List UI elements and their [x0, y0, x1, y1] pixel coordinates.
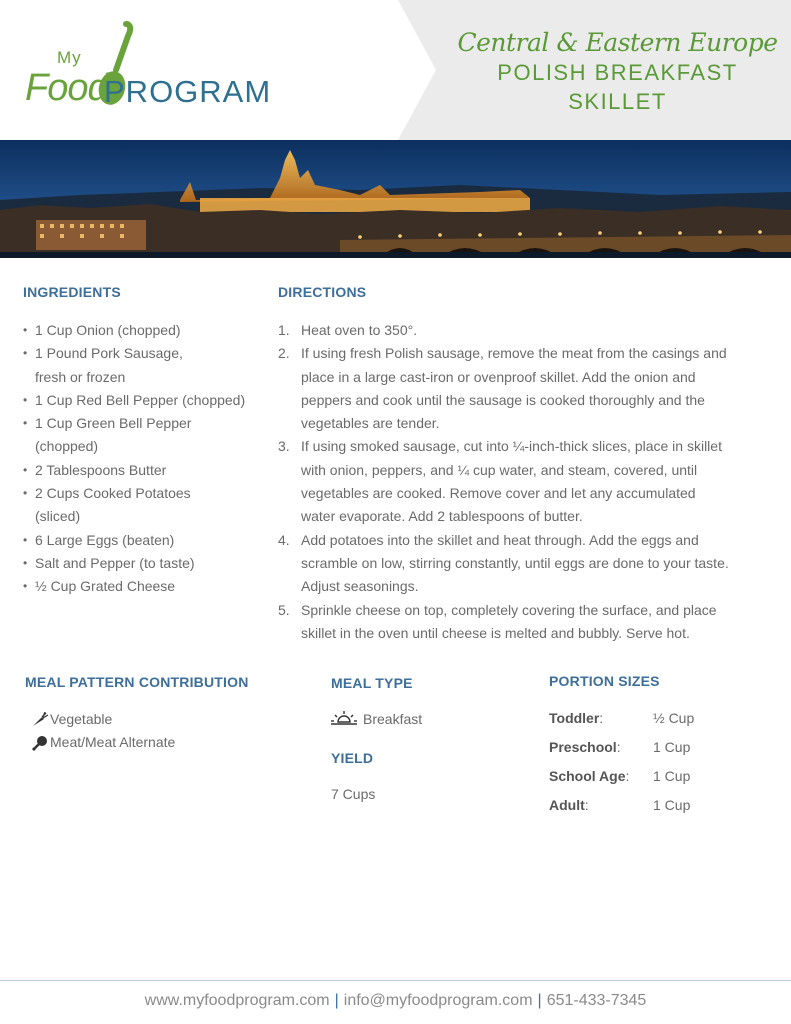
direction-step-continued — [278, 552, 768, 575]
portion-value: 1 Cup — [653, 738, 691, 755]
footer-separator: | — [537, 992, 542, 1009]
footer-divider — [0, 980, 791, 981]
portion-label: School Age — [549, 767, 626, 784]
ingredient-item: • 6 Large Eggs (beaten) — [23, 529, 263, 552]
carrot-icon — [31, 712, 50, 728]
yield-value: 7 Cups — [331, 786, 376, 802]
direction-step-text: place in a large cast-iron or ovenproof skillet. Add the onion and — [301, 368, 696, 385]
portion-label: Adult — [549, 796, 585, 813]
ingredients-list — [23, 319, 263, 599]
direction-step-text: scramble on low, stirring constantly, until eggs are done to your taste. — [301, 554, 729, 571]
recipe-title-line1: POLISH BREAKFAST — [497, 60, 738, 85]
ingredient-item: • 1 Cup Green Bell Pepper — [23, 412, 263, 435]
ingredients-section — [23, 284, 263, 599]
region-title: Central & Eastern Europe — [457, 28, 778, 57]
direction-step-continued — [278, 482, 768, 505]
recipe-title-block — [440, 28, 791, 115]
portion-sizes-heading: PORTION SIZES — [549, 673, 660, 689]
direction-step-continued — [278, 389, 768, 412]
direction-step-text: skillet in the oven until cheese is melted and bubbly. Serve hot. — [301, 624, 690, 641]
direction-step-continued — [278, 412, 768, 435]
logo-program: PROGRAM — [104, 74, 272, 109]
direction-step — [278, 529, 768, 552]
direction-step-text: Adjust seasonings. — [301, 578, 419, 595]
meal-type-heading: MEAL TYPE — [331, 675, 413, 691]
direction-step-text: vegetables are cooked. Remove cover and let any accumulated — [301, 485, 696, 502]
footer-separator: | — [334, 992, 339, 1009]
direction-step-number: 5. — [278, 601, 290, 618]
direction-step-text: peppers and cook until the sausage is cooked thoroughly and the — [301, 391, 705, 408]
logo-food: Food — [25, 67, 108, 109]
direction-step-text: Sprinkle cheese on top, completely covering the surface, and place — [301, 601, 717, 618]
direction-step-text: with onion, peppers, and ¼ cup water, and steam, covered, until — [301, 461, 698, 478]
direction-step-number: 2. — [278, 345, 290, 362]
ingredient-item-continued: (sliced) — [35, 508, 81, 525]
footer — [0, 992, 791, 1010]
meal-pattern-item-meat — [31, 731, 295, 754]
direction-step-continued — [278, 575, 768, 598]
drumstick-icon — [31, 735, 50, 751]
direction-step-continued — [278, 366, 768, 389]
meal-type-value-row — [331, 711, 511, 727]
portion-row-school-age: School Age: 1 Cup — [549, 767, 691, 784]
direction-step-continued — [278, 459, 768, 482]
footer-email-link[interactable]: info@myfoodprogram.com — [343, 992, 533, 1009]
meal-type-section — [331, 675, 511, 727]
meal-type-value: Breakfast — [363, 711, 423, 727]
ingredient-item: • 1 Cup Red Bell Pepper (chopped) — [23, 389, 263, 412]
directions-heading: DIRECTIONS — [278, 284, 367, 300]
portion-label: Preschool — [549, 738, 617, 755]
ingredient-item: • ½ Cup Grated Cheese — [23, 575, 263, 598]
recipe-title-line2: SKILLET — [568, 89, 667, 114]
direction-step — [278, 435, 768, 458]
meal-pattern-heading: MEAL PATTERN CONTRIBUTION — [25, 674, 249, 690]
portion-row-preschool: Preschool: 1 Cup — [549, 738, 691, 755]
direction-step-text: If using fresh Polish sausage, remove the meat from the casings and — [301, 345, 727, 362]
ingredient-item: • Salt and Pepper (to taste) — [23, 552, 263, 575]
direction-step-number: 1. — [278, 322, 290, 338]
direction-step — [278, 319, 768, 342]
directions-section — [278, 284, 768, 645]
directions-list — [278, 319, 768, 645]
meal-pattern-item-vegetable — [31, 708, 295, 731]
footer-phone: 651-433-7345 — [546, 992, 647, 1009]
ingredient-item: • 1 Pound Pork Sausage, — [23, 342, 263, 365]
portion-value: ½ Cup — [653, 709, 695, 726]
ingredient-item-continued: (chopped) — [35, 438, 99, 455]
footer-website-link[interactable]: www.myfoodprogram.com — [144, 992, 330, 1009]
ingredient-item-continued: fresh or frozen — [35, 368, 126, 385]
portion-label: Toddler — [549, 709, 600, 726]
portion-value: 1 Cup — [653, 767, 691, 784]
portion-value: 1 Cup — [653, 796, 691, 813]
yield-section — [331, 750, 511, 802]
direction-step-continued — [278, 622, 768, 645]
portion-row-adult: Adult: 1 Cup — [549, 796, 691, 813]
direction-step — [278, 599, 768, 622]
direction-step-number: 3. — [278, 438, 290, 455]
ingredient-item: • 2 Tablespoons Butter — [23, 459, 263, 482]
ingredients-heading: INGREDIENTS — [23, 284, 121, 300]
banner-photo — [0, 140, 791, 258]
ingredient-item: • 2 Cups Cooked Potatoes — [23, 482, 263, 505]
page-header — [0, 0, 791, 140]
direction-step-text: vegetables are tender. — [301, 415, 440, 432]
direction-step-continued — [278, 505, 768, 528]
meal-pattern-label: Vegetable — [50, 711, 113, 727]
sunrise-icon — [331, 711, 357, 727]
direction-step-text: If using smoked sausage, cut into ¼-inch-thick slices, place in skillet — [301, 438, 722, 455]
ingredient-item: • 1 Cup Onion (chopped) — [23, 319, 263, 342]
logo — [22, 20, 322, 115]
direction-step — [278, 342, 768, 365]
direction-step-text: water evaporate. Add 2 tablespoons of butter. — [301, 508, 583, 525]
logo-my: My — [57, 48, 82, 67]
direction-step-text: Add potatoes into the skillet and heat through. Add the eggs and — [301, 531, 699, 548]
meal-pattern-section — [25, 674, 295, 754]
portion-sizes-section — [549, 673, 769, 819]
portion-row-toddler: Toddler: ½ Cup — [549, 709, 695, 726]
yield-heading: YIELD — [331, 750, 374, 766]
direction-step-text: Heat oven to 350°. — [301, 322, 418, 338]
meal-pattern-label: Meat/Meat Alternate — [50, 734, 176, 750]
direction-step-number: 4. — [278, 531, 290, 548]
